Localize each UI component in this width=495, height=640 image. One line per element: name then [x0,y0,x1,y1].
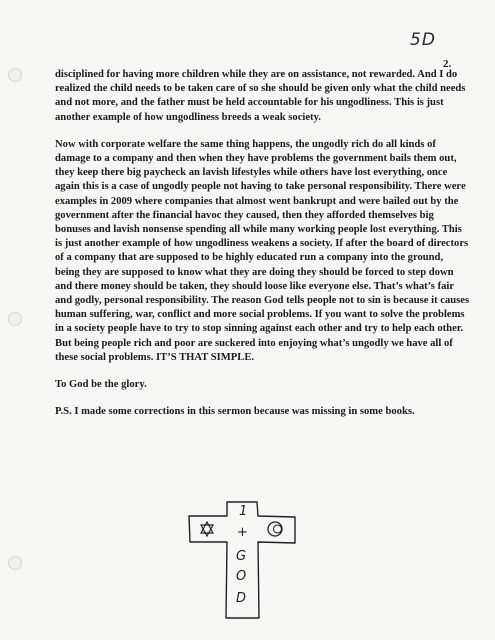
paragraph: disciplined for having more children while they are on assistance, not rewarded. And I do realized the child needs to be taken care of so she should be given only what the child needs and not more, and the father must be held accountable for his ungodliness. This is just another example of how ungodliness breeds a weak society. [55,69,466,123]
binder-hole [8,68,22,82]
cross-number: 1 [239,504,248,519]
cross-letter-d: D [236,591,247,606]
binder-hole [8,556,22,570]
star-of-david-icon [201,522,213,536]
sermon-text [55,68,470,432]
cross-plus: + [237,525,248,540]
binder-hole [8,312,22,326]
cross-letter-o: O [236,569,247,584]
closing-line: To God be the glory. [55,379,147,391]
typed-page-number: 2. [443,58,452,70]
handwritten-page-number: 5D [410,30,436,50]
paragraph: Now with corporate welfare the same thing happens, the ungodly rich do all kinds of damage to a company and then when they have problems the government bails them out, they keep there big paycheck an lavish lifestyles while others have lost everything, once again this is a case of ungodly people not having to take personal responsibility. There were examples in 2009 where companies that almost went bankrupt and were bailed out by the government after the financial havoc they caused, then they afforded themselves big bonuses and lavish nonsense spending all while many working people lost everything. This is just another example of how ungodliness weakens a society. If after the board of directors of a company that are supposed to be highly educated run a company into the ground, being they are supposed to know what they are doing they should be forced to step down and there money should be taken, they should loose like everyone else. That’s what’s fair and godly, personal responsibility. The reason God tells people not to sin is because it causes human suffering, war, conflict and more social problems. If you want to solve the problems in a society people have to try to stop sinning against each other and try to help each other. But being people rich and poor are suckered into enjoying what’s ungodly we have all of these social problems. IT’S THAT SIMPLE. [55,138,470,363]
crescent-icon [268,522,282,536]
cross-drawing [187,500,298,620]
postscript: P.S. I made some corrections in this sermon because was missing in some books. [55,406,415,418]
cross-letter-g: G [236,549,247,564]
